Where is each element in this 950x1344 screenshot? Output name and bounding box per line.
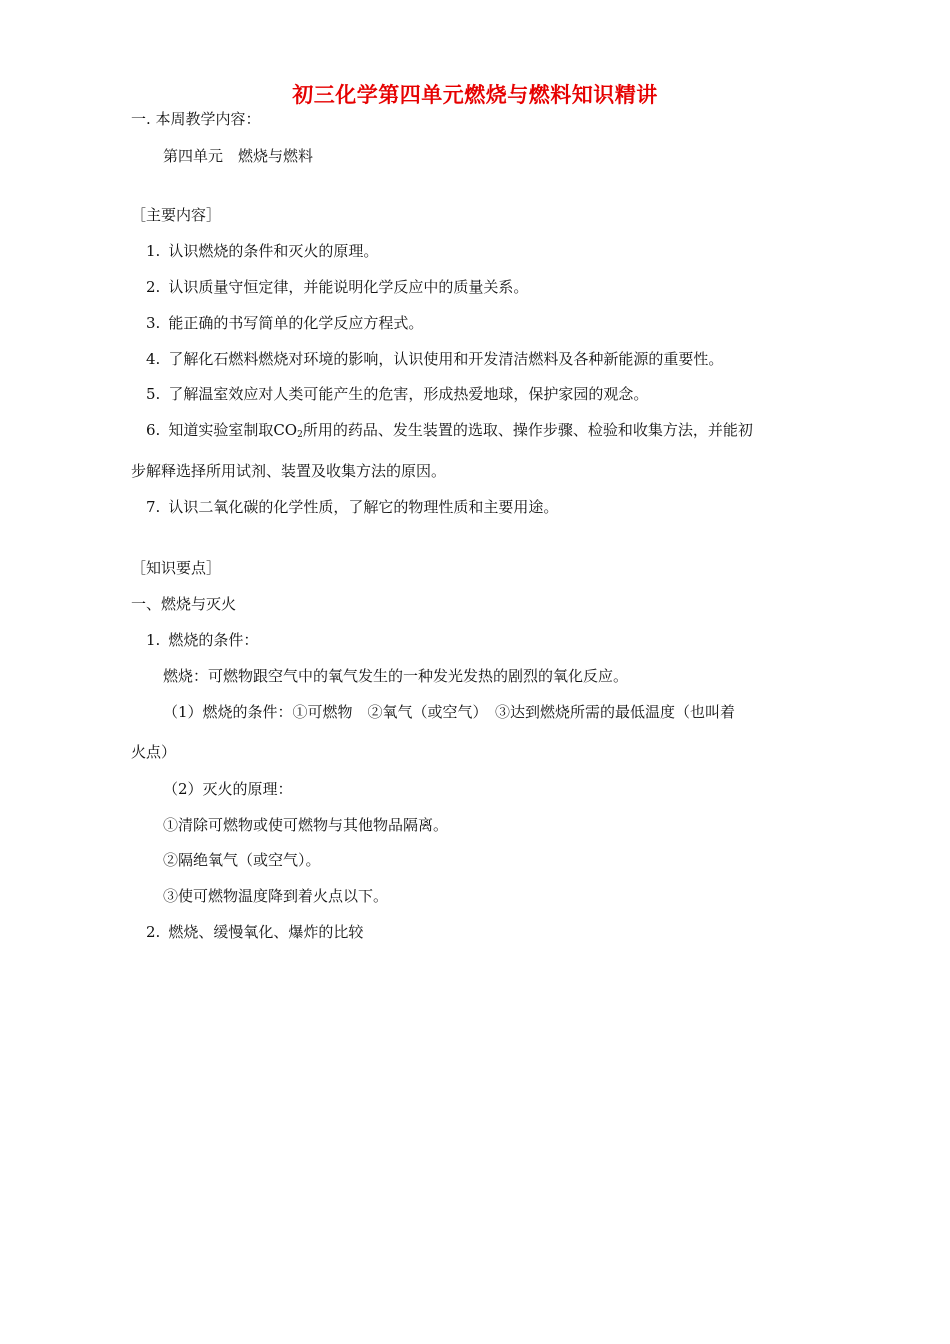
item-text-cont: 所用的药品、发生装置的选取、操作步骤、检验和收集方法，并能初 — [302, 421, 753, 439]
combustion-conditions: （1）燃烧的条件：①可燃物 ②氧气（或空气） ③达到燃烧所需的最低温度（也叫着 — [163, 703, 736, 721]
extinguish-item: ③使可燃物温度降到着火点以下。 — [163, 887, 389, 905]
main-content-heading: ［主要内容］ — [131, 206, 222, 224]
item-text: 了解温室效应对人类可能产生的危害，形成热爱地球，保护家园的观念。 — [168, 385, 649, 403]
list-item — [146, 420, 753, 445]
extinguish-heading: （2）灭火的原理： — [163, 780, 293, 798]
item-number: 4. — [146, 350, 161, 368]
item-number: 2. — [146, 278, 161, 296]
list-item — [146, 241, 378, 261]
list-item-continuation: 步解释选择所用试剂、装置及收集方法的原因。 — [131, 462, 447, 480]
list-item — [146, 313, 423, 333]
combustion-conditions-cont: 火点） — [131, 743, 177, 761]
document-title: 初三化学第四单元燃烧与燃料知识精讲 — [292, 83, 658, 107]
item-text: 认识质量守恒定律，并能说明化学反应中的质量关系。 — [168, 278, 529, 296]
item-number: 1. — [146, 631, 161, 649]
list-item — [146, 349, 723, 369]
subsection-heading — [146, 630, 258, 650]
key-points-heading: ［知识要点］ — [131, 559, 222, 577]
item-text: 认识燃烧的条件和灭火的原理。 — [168, 242, 379, 260]
item-number: 2. — [146, 923, 161, 941]
list-item — [146, 384, 648, 404]
item-number: 3. — [146, 314, 161, 332]
item-text: 了解化石燃料燃烧对环境的影响，认识使用和开发清洁燃料及各种新能源的重要性。 — [168, 350, 724, 368]
combustion-definition: 燃烧：可燃物跟空气中的氧气发生的一种发光发热的剧烈的氧化反应。 — [163, 667, 629, 685]
item-text: 知道实验室制取CO — [168, 421, 298, 439]
extinguish-item: ②隔绝氧气（或空气）。 — [163, 851, 321, 869]
unit-name: 第四单元 燃烧与燃料 — [163, 147, 314, 165]
part-heading-combustion: 一、燃烧与灭火 — [131, 595, 237, 613]
subscript: 2 — [297, 430, 303, 440]
item-text: 认识二氧化碳的化学性质，了解它的物理性质和主要用途。 — [168, 498, 559, 516]
item-number: 1. — [146, 242, 161, 260]
section-heading-teaching-content: 一. 本周教学内容： — [131, 110, 261, 128]
extinguish-item: ①清除可燃物或使可燃物与其他物品隔离。 — [163, 816, 449, 834]
subsection-text: 燃烧的条件： — [168, 631, 259, 649]
item-number: 7. — [146, 498, 161, 516]
item-number: 5. — [146, 385, 161, 403]
list-item — [146, 277, 528, 297]
item-number: 6. — [146, 421, 161, 439]
list-item — [146, 497, 558, 517]
subsection-text: 燃烧、缓慢氧化、爆炸的比较 — [168, 923, 364, 941]
item-text: 能正确的书写简单的化学反应方程式。 — [168, 314, 424, 332]
subsection-heading — [146, 922, 363, 942]
